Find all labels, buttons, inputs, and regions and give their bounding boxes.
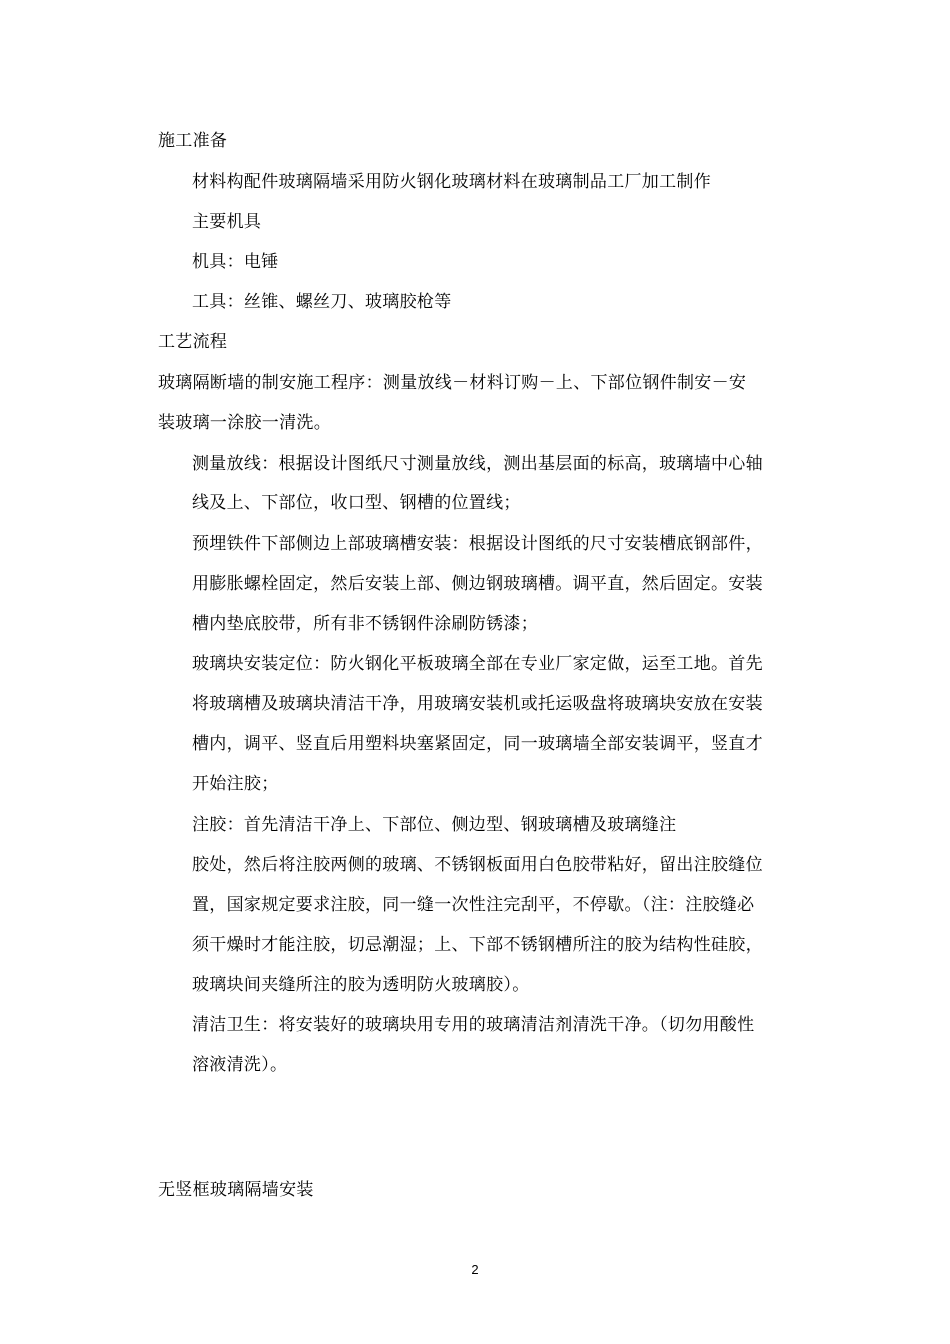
paragraph-line: 开始注胶； xyxy=(192,774,279,794)
paragraph-line: 装玻璃一涂胶一清洗。 xyxy=(158,413,331,433)
paragraph-line: 机具：电锤 xyxy=(192,252,279,272)
paragraph-line: 材料构配件玻璃隔墙采用防火钢化玻璃材料在玻璃制品工厂加工制作 xyxy=(192,172,711,192)
heading-process-flow: 工艺流程 xyxy=(158,332,228,352)
paragraph-line: 注胶：首先清洁干净上、下部位、侧边型、钢玻璃槽及玻璃缝注 xyxy=(192,815,677,835)
paragraph-line: 预埋铁件下部侧边上部玻璃槽安装：根据设计图纸的尺寸安装槽底钢部件， xyxy=(192,534,763,554)
paragraph-line: 玻璃隔断墙的制安施工程序：测量放线－材料订购－上、下部位钢件制安－安 xyxy=(158,373,747,393)
paragraph-line: 清洁卫生：将安装好的玻璃块用专用的玻璃清洁剂清洗干净。（切勿用酸性 xyxy=(192,1015,755,1035)
paragraph-line: 用膨胀螺栓固定，然后安装上部、侧边钢玻璃槽。调平直，然后固定。安装 xyxy=(192,574,763,594)
paragraph-line: 置，国家规定要求注胶，同一缝一次性注完刮平，不停歇。（注：注胶缝必 xyxy=(192,895,755,915)
paragraph-line: 将玻璃槽及玻璃块清洁干净，用玻璃安装机或托运吸盘将玻璃块安放在安装 xyxy=(192,694,763,714)
paragraph-line: 线及上、下部位，收口型、钢槽的位置线； xyxy=(192,493,521,513)
paragraph-line: 槽内垫底胶带，所有非不锈钢件涂刷防锈漆； xyxy=(192,614,538,634)
paragraph-line: 胶处，然后将注胶两侧的玻璃、不锈钢板面用白色胶带粘好，留出注胶缝位 xyxy=(192,855,763,875)
page-number: 2 xyxy=(471,1262,479,1277)
paragraph-line: 溶液清洗）。 xyxy=(192,1055,288,1075)
subheading-main-tools: 主要机具 xyxy=(192,212,262,232)
paragraph-line: 玻璃块间夹缝所注的胶为透明防火玻璃胶）。 xyxy=(192,975,530,995)
paragraph-line: 测量放线：根据设计图纸尺寸测量放线，测出基层面的标高，玻璃墙中心轴 xyxy=(192,454,763,474)
heading-frameless-glass-partition: 无竖框玻璃隔墙安装 xyxy=(158,1180,314,1200)
heading-construction-preparation: 施工准备 xyxy=(158,131,228,151)
paragraph-line: 玻璃块安装定位：防火钢化平板玻璃全部在专业厂家定做，运至工地。首先 xyxy=(192,654,763,674)
paragraph-line: 槽内，调平、竖直后用塑料块塞紧固定，同一玻璃墙全部安装调平，竖直才 xyxy=(192,734,763,754)
paragraph-line: 工具：丝锥、螺丝刀、玻璃胶枪等 xyxy=(192,292,452,312)
paragraph-line: 须干燥时才能注胶，切忌潮湿；上、下部不锈钢槽所注的胶为结构性硅胶， xyxy=(192,935,763,955)
